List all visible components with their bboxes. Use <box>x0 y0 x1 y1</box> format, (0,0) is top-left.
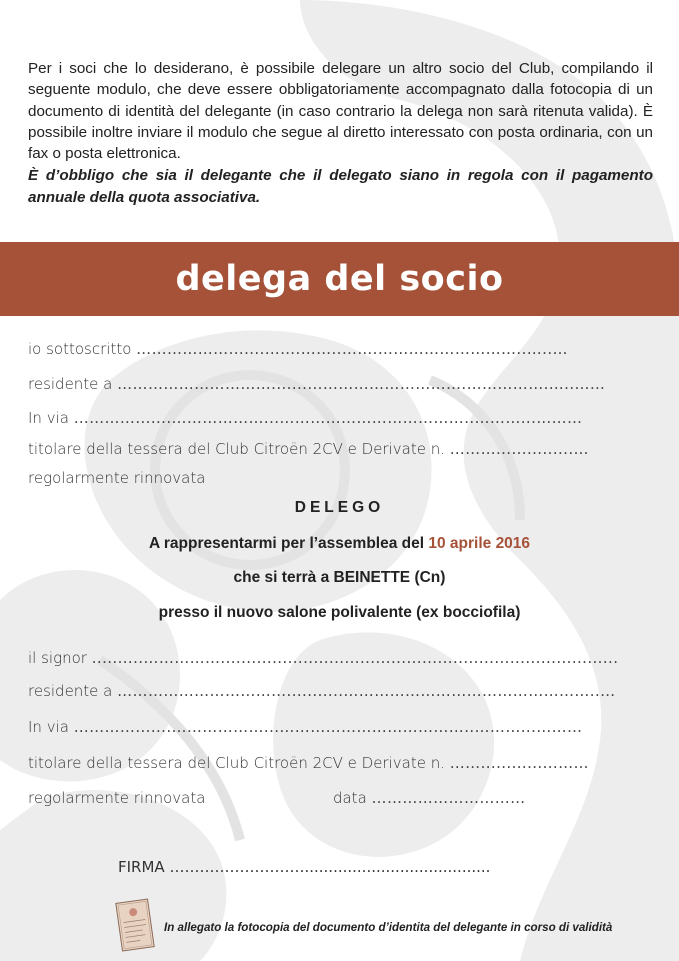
title-banner <box>0 242 679 316</box>
delegante-rinnovata-label: regolarmente rinnovata <box>28 469 206 487</box>
delegato-tessera-field[interactable]: titolare della tessera del Club Citroën 2CV e Derivate n. ……...............…… <box>28 754 589 772</box>
delegato-residente-field[interactable]: residente a ……………………………...........…………………………………………..… <box>28 682 616 700</box>
signor-field[interactable]: il signor ..........……………............................................................................. <box>28 649 619 667</box>
delegante-residente-label: residente a <box>28 375 113 393</box>
data-field[interactable]: ………………………… <box>371 789 526 807</box>
delegante-rinnovata-line <box>28 469 652 487</box>
intro-text <box>28 58 653 208</box>
delego-heading: DELEGO <box>294 499 385 516</box>
sottoscritto-label: io sottoscritto <box>28 340 132 358</box>
firma-field[interactable]: FIRMA ………………………....................................... <box>118 858 491 876</box>
data-label: data <box>332 789 367 807</box>
signor-label: il signor <box>28 649 87 667</box>
assemblea-date: 10 aprile 2016 <box>428 535 531 552</box>
delegato-via-label: In via <box>28 718 69 736</box>
delegante-tessera-label: titolare della tessera del Club Citroën 2CV e Derivate n. <box>28 440 445 458</box>
delegante-via-label: In via <box>28 409 69 427</box>
id-card-document-icon <box>112 897 158 953</box>
allegato-footnote: In allegato la fotocopia del documento d’identita del delegante in corso di validità <box>164 921 613 934</box>
intro-notice: È d’obbligo che sia il delegante che il delegato siano in regola con il pagamento annuale della quota associativa. <box>28 167 653 206</box>
sottoscritto-field[interactable]: io sottoscritto ……………….......…….……..…….………………………..…..… <box>28 340 568 358</box>
assemblea-prefix: A rappresentarmi per l’assemblea del <box>148 535 425 552</box>
delegato-via-field[interactable]: In via ………….......………………...………………………………..………...……… <box>28 718 583 736</box>
sede-line: presso il nuovo salone polivalente (ex bocciofila) <box>158 604 521 621</box>
delegante-via-field[interactable]: In via ………….......………………...………………………………..………...……… <box>28 409 583 427</box>
delegato-residente-label: residente a <box>28 682 113 700</box>
delegato-tessera-label: titolare della tessera del Club Citroën 2CV e Derivate n. <box>28 754 445 772</box>
intro-paragraph: Per i soci che lo desiderano, è possibile delegare un altro socio del Club, compilando il seguente modulo, che deve essere obbligatoriamente accompagnato dalla fotocopia di un documento di identità del delegante (in caso contrario la delega non sarà ritenuta valida). È possibile inoltre inviare il modulo che segue al diretto interessato con posta ordinaria, con un fax o posta elettronica. <box>28 60 653 163</box>
delegante-tessera-field[interactable]: titolare della tessera del Club Citroën 2CV e Derivate n. ………...............… <box>28 440 589 458</box>
assemblea-line <box>0 535 679 553</box>
luogo-line: che si terrà a BEINETTE (Cn) <box>233 569 446 586</box>
firma-label: FIRMA <box>118 858 165 876</box>
delegante-residente-field[interactable]: residente a …………………………..........……………………….…………….…..…… <box>28 375 606 393</box>
page-title: delega del socio <box>175 259 504 299</box>
delegato-rinnovata-line[interactable] <box>28 789 652 807</box>
delegato-rinnovata-label: regolarmente rinnovata <box>28 789 206 807</box>
